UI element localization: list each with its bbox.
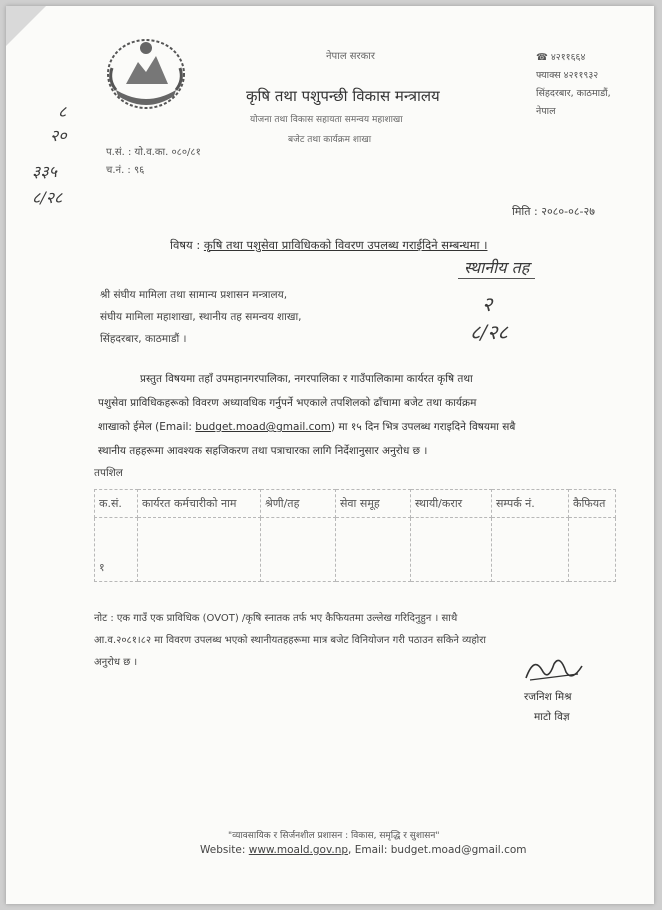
col-service-group: सेवा समूह bbox=[336, 490, 411, 518]
col-staff-name: कार्यरत कर्मचारीको नाम bbox=[138, 490, 261, 518]
footer-website-label: Website: bbox=[200, 844, 246, 856]
govt-label: नेपाल सरकार bbox=[326, 51, 375, 62]
note-line-2: आ.व.२०८१।८२ मा विवरण उपलब्ध भएको स्थानीयतहहरूमा मात्र बजेट विनियोजन गरी पठाउन सकिने व्यहोरा bbox=[94, 635, 486, 646]
letter-page bbox=[6, 6, 654, 904]
footer-email-link[interactable]: budget.moad@gmail.com bbox=[390, 844, 527, 856]
signature-scribble bbox=[520, 652, 590, 686]
subject-label: विषय : bbox=[170, 238, 201, 252]
dispatch-number: च.नं. : ९६ bbox=[106, 165, 145, 176]
footer-contact bbox=[200, 844, 527, 856]
footer-website-link[interactable]: www.moald.gov.np bbox=[248, 844, 349, 856]
government-emblem bbox=[104, 34, 188, 114]
body-line-3a: शाखाको ईमेल (Email: bbox=[98, 421, 192, 433]
recipient-line-2: संघीय मामिला महाशाखा, स्थानीय तह समन्वय शाखा, bbox=[100, 311, 302, 323]
section-name: बजेट तथा कार्यक्रम शाखा bbox=[288, 135, 372, 145]
ministry-name: कृषि तथा पशुपन्छी विकास मन्त्रालय bbox=[246, 87, 440, 105]
body-line-4: स्थानीय तहहरूमा आवश्यक सहजिकरण तथा पत्राचारका लागि निर्देशानुसार अनुरोध छ । bbox=[98, 445, 428, 457]
body-line-1: प्रस्तुत विषयमा तहाँ उपमहानगरपालिका, नगरपालिका र गाउँपालिकामा कार्यरत कृषि तथा bbox=[140, 373, 473, 385]
margin-note-4: ८/२८ bbox=[32, 188, 63, 207]
division-name: योजना तथा विकास सहायता समन्वय महाशाखा bbox=[250, 115, 403, 125]
table-row bbox=[95, 518, 616, 582]
footer-email-label: , Email: bbox=[348, 844, 388, 856]
col-level: श्रेणी/तह bbox=[261, 490, 336, 518]
fax-number: फ्याक्स ४२११९३२ bbox=[536, 70, 599, 81]
margin-note-3: ३३५ bbox=[32, 162, 57, 181]
cell-empty bbox=[138, 518, 261, 582]
recipient-line-3: सिंहदरबार, काठमाडौं । bbox=[100, 333, 187, 345]
letter-ref-number: प.सं. : यो.व.का. ०८०/८१ bbox=[106, 147, 201, 158]
phone-number: ☎ ४२११६६४ bbox=[536, 52, 586, 63]
page-fold bbox=[6, 6, 46, 46]
margin-note-2: २० bbox=[50, 126, 67, 145]
note-line-3: अनुरोध छ । bbox=[94, 657, 138, 668]
cell-empty bbox=[411, 518, 492, 582]
col-serial: क.सं. bbox=[95, 490, 138, 518]
handwritten-local-level: स्थानीय तह bbox=[458, 256, 535, 279]
tapsil-label: तपशिल bbox=[94, 467, 123, 479]
handwritten-mark-2: ८/२८ bbox=[470, 320, 508, 344]
body-line-3 bbox=[98, 420, 515, 434]
cell-empty bbox=[492, 518, 569, 582]
col-remarks: कैफियत bbox=[569, 490, 616, 518]
subject-line bbox=[170, 238, 487, 253]
footer-slogan: "व्यावसायिक र सिर्जनशील प्रशासन : विकास, समृद्धि र सुशासन" bbox=[228, 831, 440, 841]
letter-date: मिति : २०८०-०८-२७ bbox=[512, 205, 595, 218]
cell-empty bbox=[261, 518, 336, 582]
body-email-link[interactable]: budget.moad@gmail.com bbox=[195, 421, 332, 433]
address-line-1: सिंहदरबार, काठमाडौं, bbox=[536, 88, 611, 99]
handwritten-mark-1: २ bbox=[482, 292, 493, 316]
staff-details-table bbox=[94, 489, 616, 582]
row-serial: १ bbox=[95, 518, 138, 582]
signatory-post: माटो विज्ञ bbox=[534, 711, 570, 723]
col-contact: सम्पर्क नं. bbox=[492, 490, 569, 518]
recipient-line-1: श्री संघीय मामिला तथा सामान्य प्रशासन मन्त्रालय, bbox=[100, 289, 288, 301]
address-line-2: नेपाल bbox=[536, 106, 556, 117]
body-line-2: पशुसेवा प्राविधिकहरूको विवरण अध्यावधिक गर्नुपर्ने भएकाले तपशिलको ढाँचामा बजेट तथा कार्यक्रम bbox=[98, 397, 477, 409]
col-permanent-contract: स्थायी/करार bbox=[411, 490, 492, 518]
signatory-name: रजनिश मिश्र bbox=[524, 691, 572, 703]
body-line-3b: ) मा १५ दिन भित्र उपलब्ध गराइदिने विषयमा सबै bbox=[331, 421, 516, 433]
note-line-1: नोट : एक गाउँ एक प्राविधिक (OVOT) /कृषि स्नातक तर्फ भए कैफियतमा उल्लेख गरिदिनुहुन । साथै bbox=[94, 613, 458, 624]
table-header-row bbox=[95, 490, 616, 518]
cell-empty bbox=[336, 518, 411, 582]
margin-note-1: ८ bbox=[58, 102, 67, 121]
cell-empty bbox=[569, 518, 616, 582]
subject-text: कृषि तथा पशुसेवा प्राविधिकको विवरण उपलब्ध गराईदिने सम्बन्धमा । bbox=[203, 238, 488, 252]
